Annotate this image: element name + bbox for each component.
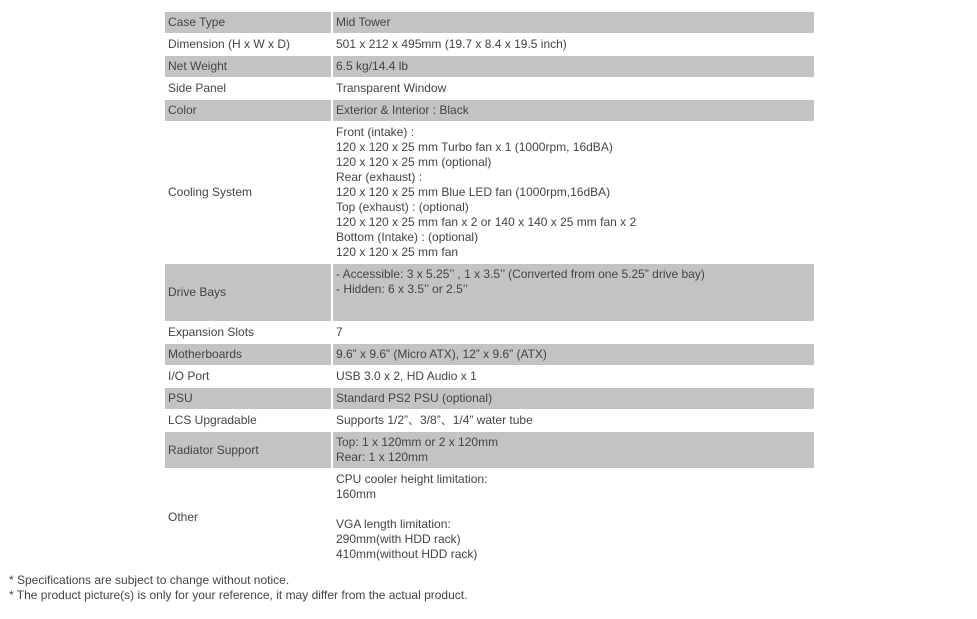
spec-row-i-o-port — [165, 366, 814, 388]
spec-label: Radiator Support — [165, 432, 332, 469]
spec-value-line: Bottom (Intake) : (optional) — [336, 230, 479, 244]
spec-value-line: Transparent Window — [336, 81, 447, 95]
specifications-body — [165, 12, 814, 566]
spec-value-line: Rear: 1 x 120mm — [336, 450, 429, 464]
spec-label: Net Weight — [165, 56, 332, 78]
spec-value-line: Rear (exhaust) : — [336, 170, 423, 184]
spec-row-net-weight — [165, 56, 814, 78]
spec-value-line: CPU cooler height limitation: — [336, 472, 488, 486]
spec-value — [332, 388, 814, 410]
footnotes — [9, 573, 467, 603]
spec-value-line: Mid Tower — [336, 15, 391, 29]
spec-label: LCS Upgradable — [165, 410, 332, 432]
spec-row-cooling-system — [165, 122, 814, 264]
spec-value-line: 7 — [336, 325, 343, 339]
spec-row-expansion-slots — [165, 322, 814, 344]
spec-label: Drive Bays — [165, 264, 332, 322]
spec-value — [332, 322, 814, 344]
spec-value-line: 120 x 120 x 25 mm Blue LED fan (1000rpm,16dBA) — [336, 185, 611, 199]
spec-label: Case Type — [165, 12, 332, 34]
spec-value-line: Standard PS2 PSU (optional) — [336, 391, 493, 405]
spec-value-line: VGA length limitation: — [336, 517, 451, 531]
spec-label: Expansion Slots — [165, 322, 332, 344]
spec-value-line: 6.5 kg/14.4 lb — [336, 59, 409, 73]
spec-value — [332, 12, 814, 34]
spec-label: Color — [165, 100, 332, 122]
spec-value-line: 410mm(without HDD rack) — [336, 547, 478, 561]
spec-value-line: - Accessible: 3 x 5.25’’ , 1 x 3.5’’ (Converted from one 5.25” drive bay) — [336, 267, 705, 281]
spec-row-psu — [165, 388, 814, 410]
spec-value-line: 120 x 120 x 25 mm (optional) — [336, 155, 492, 169]
spec-value — [332, 432, 814, 469]
spec-value-line: Top (exhaust) : (optional) — [336, 200, 469, 214]
spec-row-side-panel — [165, 78, 814, 100]
spec-value — [332, 100, 814, 122]
spec-value — [332, 78, 814, 100]
spec-value-line: 120 x 120 x 25 mm fan — [336, 245, 459, 259]
footnote-specs-change: * Specifications are subject to change without notice. — [9, 573, 290, 587]
spec-value — [332, 366, 814, 388]
spec-label: I/O Port — [165, 366, 332, 388]
spec-value — [332, 122, 814, 264]
specifications-table — [165, 12, 814, 566]
spec-value-line: Top: 1 x 120mm or 2 x 120mm — [336, 435, 499, 449]
spec-label: PSU — [165, 388, 332, 410]
spec-row-other — [165, 469, 814, 566]
spec-value — [332, 344, 814, 366]
spec-row-case-type — [165, 12, 814, 34]
spec-value-line — [336, 502, 811, 517]
spec-label: Motherboards — [165, 344, 332, 366]
spec-label: Cooling System — [165, 122, 332, 264]
spec-value-line: Supports 1/2”、3/8”、1/4” water tube — [336, 413, 533, 427]
spec-value-line: 9.6” x 9.6” (Micro ATX), 12” x 9.6” (ATX) — [336, 347, 547, 361]
spec-value — [332, 410, 814, 432]
spec-row-drive-bays — [165, 264, 814, 322]
spec-row-lcs-upgradable — [165, 410, 814, 432]
spec-value-line: Front (intake) : — [336, 125, 415, 139]
spec-label: Other — [165, 469, 332, 566]
spec-value-line: 120 x 120 x 25 mm fan x 2 or 140 x 140 x 25 mm fan x 2 — [336, 215, 637, 229]
spec-value-line: Exterior & Interior : Black — [336, 103, 469, 117]
spec-value-line: USB 3.0 x 2, HD Audio x 1 — [336, 369, 477, 383]
spec-value-line: 120 x 120 x 25 mm Turbo fan x 1 (1000rpm, 16dBA) — [336, 140, 613, 154]
spec-value — [332, 34, 814, 56]
spec-value-line: 501 x 212 x 495mm (19.7 x 8.4 x 19.5 inch) — [336, 37, 567, 51]
spec-value — [332, 56, 814, 78]
spec-value-line: 290mm(with HDD rack) — [336, 532, 461, 546]
footnote-picture-reference: * The product picture(s) is only for your reference, it may differ from the actual product. — [9, 588, 468, 602]
spec-label: Dimension (H x W x D) — [165, 34, 332, 56]
spec-row-motherboards — [165, 344, 814, 366]
spec-value-line: 160mm — [336, 487, 377, 501]
spec-value-line: - Hidden: 6 x 3.5’’ or 2.5’’ — [336, 282, 468, 296]
spec-row-color — [165, 100, 814, 122]
spec-value — [332, 264, 814, 322]
spec-label: Side Panel — [165, 78, 332, 100]
spec-row-radiator-support — [165, 432, 814, 469]
spec-value — [332, 469, 814, 566]
spec-row-dimension-h-x-w-x-d — [165, 34, 814, 56]
